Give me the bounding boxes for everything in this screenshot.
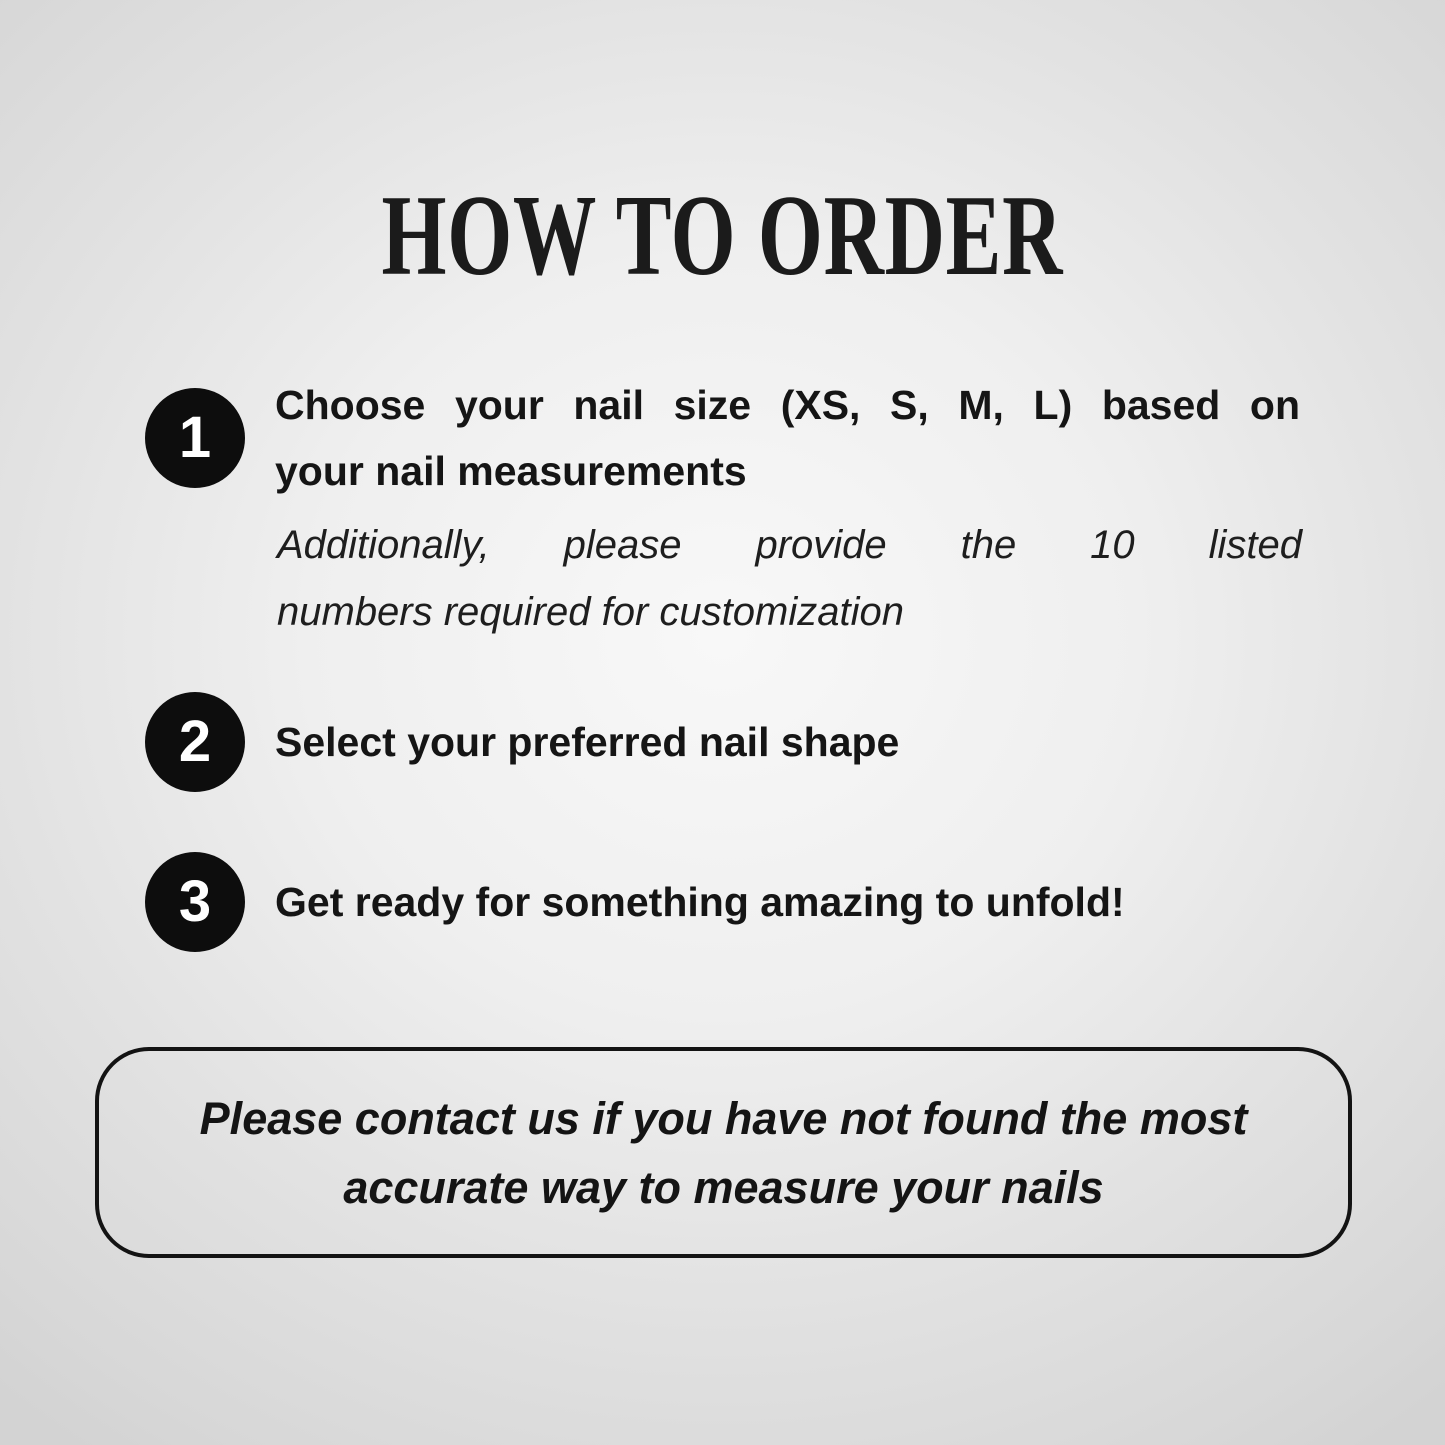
step-1-text-line-1: Choose your nail size (XS, S, M, L) based on	[275, 382, 1300, 428]
step-3-number-badge	[145, 852, 245, 952]
contact-note-line-2: accurate way to measure your nails	[343, 1161, 1104, 1213]
step-3-text	[275, 869, 1300, 935]
step-1-note	[277, 512, 1302, 646]
step-1-number: 1	[178, 405, 212, 470]
step-3-text-line-1: Get ready for something amazing to unfold!	[275, 879, 1125, 925]
step-1-row	[145, 372, 1300, 504]
step-2-text-line-1: Select your preferred nail shape	[275, 719, 900, 765]
contact-note-line-1: Please contact us if you have not found the most	[199, 1092, 1248, 1144]
step-1-note-line-2: numbers required for customization	[277, 590, 904, 634]
step-2-row	[145, 692, 1300, 792]
step-1-note-line-1: Additionally, please provide the 10 listed	[277, 523, 1302, 567]
step-2-text	[275, 709, 1300, 775]
step-1-number-badge	[145, 388, 245, 488]
page-title-wrap	[0, 172, 1445, 300]
step-1-text-line-2: your nail measurements	[275, 448, 747, 494]
step-2-number: 2	[178, 709, 212, 774]
step-1-text	[275, 372, 1300, 504]
contact-note-box	[95, 1047, 1352, 1258]
step-3-row	[145, 852, 1300, 952]
step-3-number: 3	[178, 869, 212, 934]
step-2-number-badge	[145, 692, 245, 792]
page-title: HOW TO ORDER	[381, 172, 1064, 300]
